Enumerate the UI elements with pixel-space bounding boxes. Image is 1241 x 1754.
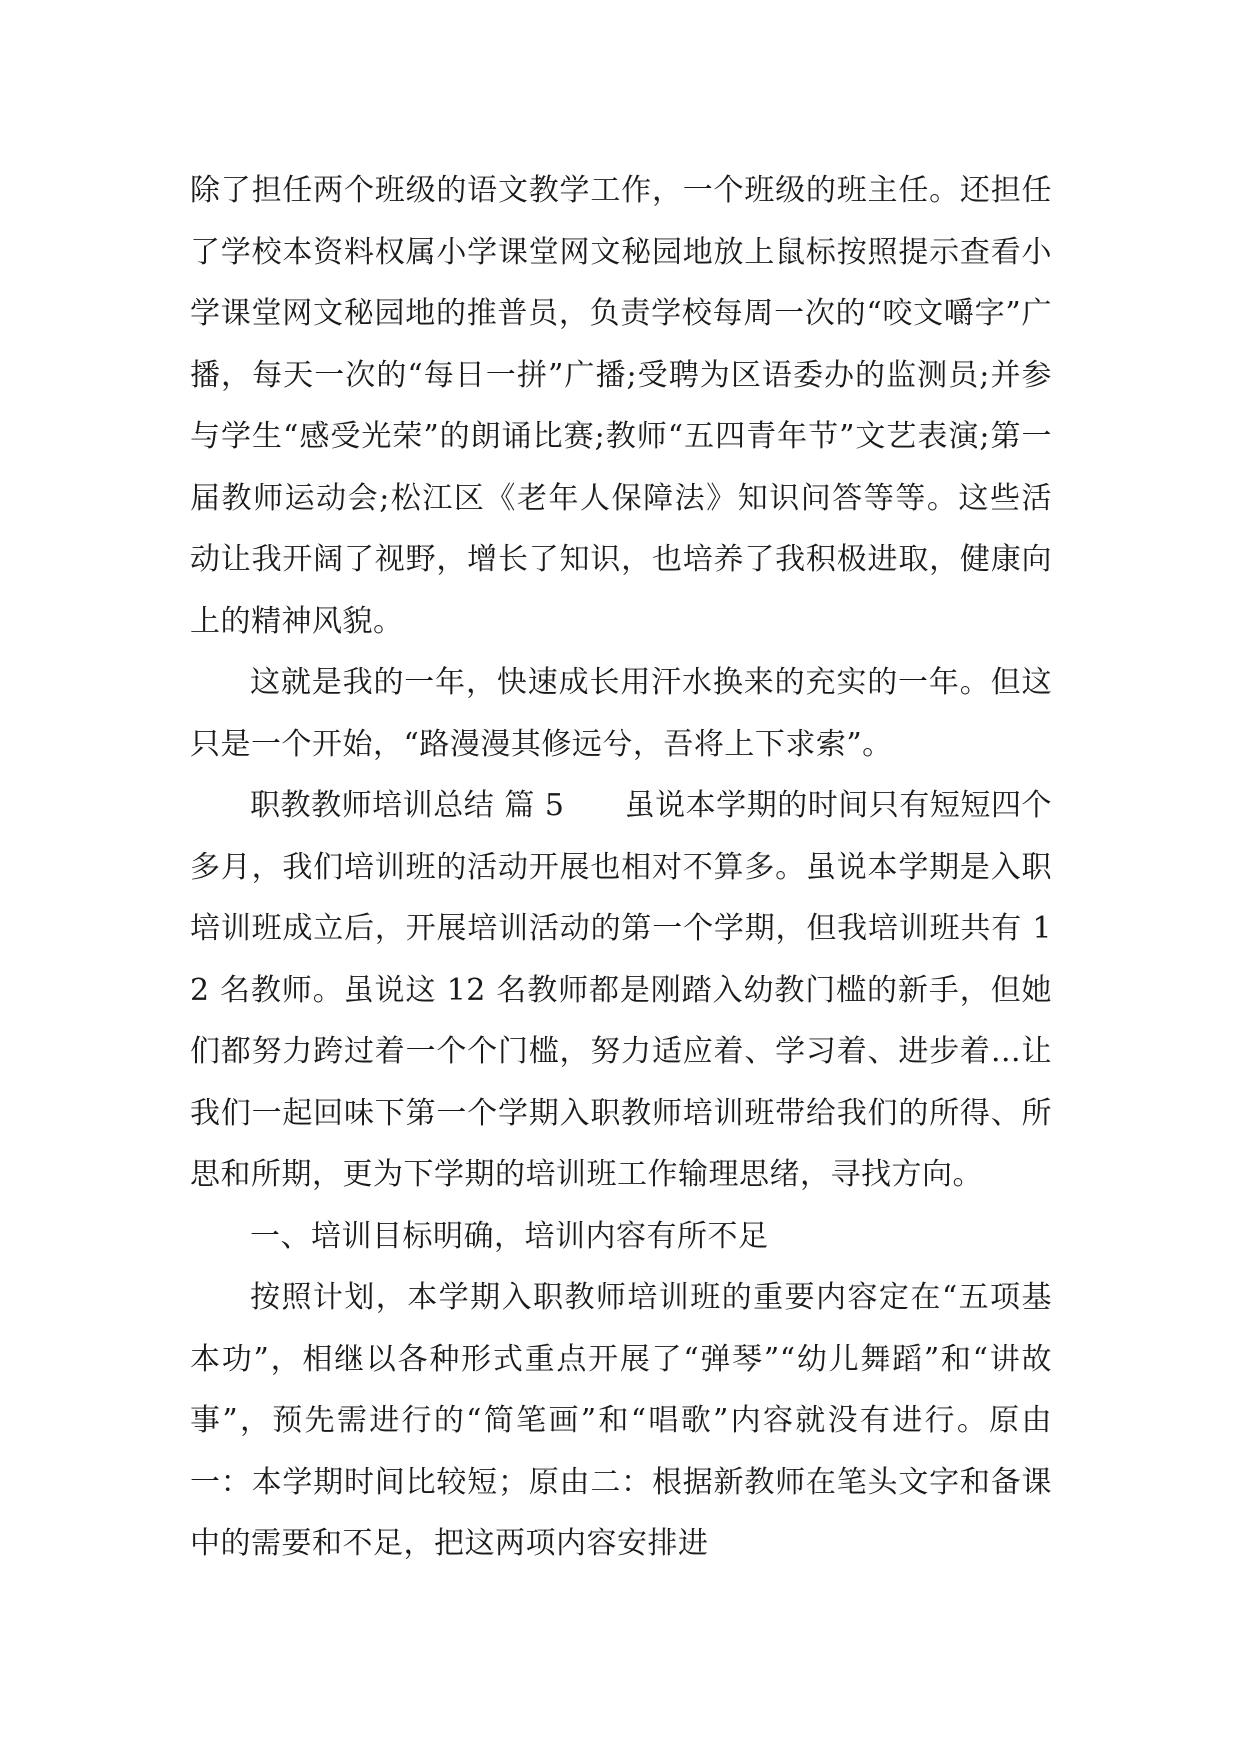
paragraph-4-text: 一、培训目标明确，培训内容有所不足	[250, 1218, 769, 1254]
paragraph-3-text: 虽说本学期的时间只有短短四个多月，我们培训班的活动开展也相对不算多。虽说本学期是入职培训班成立后，开展培训活动的第一个学期，但我培训班共有 12 名教师。虽说这 12 名教师都是刚踏入幼教门槛的新手，但她们都努力跨过着一个个门槛，努力适应着、学习着、进步着…让我们一起回味下第一个学期入职教师培训班带给我们的所得、所思和所期，更为下学期的培训班工作输理思绪，寻找方向。	[190, 788, 1052, 1192]
paragraph-2-text: 这就是我的一年，快速成长用汗水换来的充实的一年。但这只是一个开始，“路漫漫其修远兮，吾将上下求索”。	[190, 665, 1052, 762]
paragraph-1-text: 除了担任两个班级的语文教学工作，一个班级的班主任。还担任了学校本资料权属小学课堂网文秘园地放上鼠标按照提示查看小学课堂网文秘园地的推普员，负责学校每周一次的“咬文嚼字”广播，每天一次的“每日一拼”广播;受聘为区语委办的监测员;并参与学生“感受光荣”的朗诵比赛;教师“五四青年节”文艺表演;第一届教师运动会;松江区《老年人保障法》知识问答等等。这些活动让我开阔了视野，增长了知识，也培养了我积极进取，健康向上的精神风貌。	[190, 173, 1052, 639]
paragraph-5	[190, 1267, 1052, 1575]
paragraph-5-text: 按照计划，本学期入职教师培训班的重要内容定在“五项基本功”，相继以各种形式重点开展了“弹琴”“幼儿舞蹈”和“讲故事”，预先需进行的“简笔画”和“唱歌”内容就没有进行。原由一：本学期时间比较短；原由二：根据新教师在笔头文字和备课中的需要和不足，把这两项内容安排进	[190, 1280, 1052, 1561]
document-body	[190, 160, 1052, 1575]
paragraph-3	[190, 775, 1052, 1206]
paragraph-4	[190, 1206, 1052, 1268]
paragraph-2	[190, 652, 1052, 775]
paragraph-1	[190, 160, 1052, 652]
section-heading: 职教教师培训总结 篇 5	[250, 788, 565, 823]
